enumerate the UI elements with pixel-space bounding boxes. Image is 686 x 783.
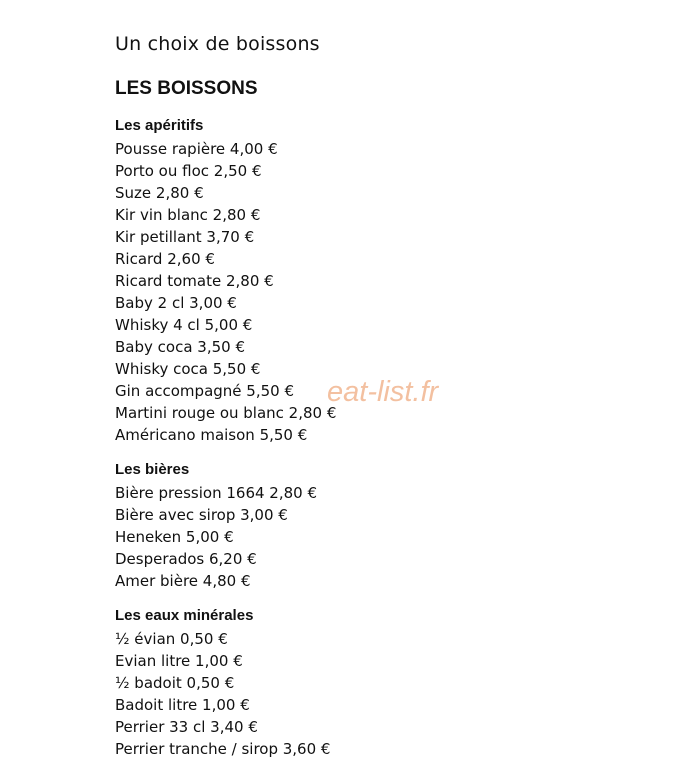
list-item: Whisky coca 5,50 € [115,360,261,378]
list-item: Gin accompagné 5,50 € [115,382,294,400]
section-bieres [115,460,666,592]
list-item: Desperados 6,20 € [115,550,257,568]
list-item: Suze 2,80 € [115,184,204,202]
list-item: Amer bière 4,80 € [115,572,251,590]
section-title: Les apéritifs [115,117,204,134]
list-item: Baby coca 3,50 € [115,338,245,356]
watermark: eat-list.fr [327,376,439,408]
section-eaux-minerales [115,606,666,760]
list-item: Ricard 2,60 € [115,250,215,268]
list-item: Kir petillant 3,70 € [115,228,255,246]
list-item: ½ évian 0,50 € [115,630,228,648]
list-item: Ricard tomate 2,80 € [115,272,274,290]
list-item: Porto ou floc 2,50 € [115,162,262,180]
list-item: Whisky 4 cl 5,00 € [115,316,253,334]
list-item: Perrier tranche / sirop 3,60 € [115,740,331,758]
page-title: Un choix de boissons [115,33,320,55]
list-item: Bière pression 1664 2,80 € [115,484,318,502]
list-item: ½ badoit 0,50 € [115,674,235,692]
list-item: Américano maison 5,50 € [115,426,308,444]
section-aperitifs [115,116,666,446]
section-title: Les bières [115,461,190,478]
menu-heading: LES BOISSONS [115,78,258,99]
menu-page [115,32,666,774]
list-item: Bière avec sirop 3,00 € [115,506,288,524]
list-item: Evian litre 1,00 € [115,652,243,670]
list-item: Heneken 5,00 € [115,528,234,546]
list-item: Kir vin blanc 2,80 € [115,206,261,224]
list-item: Pousse rapière 4,00 € [115,140,278,158]
list-item: Baby 2 cl 3,00 € [115,294,237,312]
list-item: Badoit litre 1,00 € [115,696,250,714]
section-title: Les eaux minérales [115,607,254,624]
list-item: Perrier 33 cl 3,40 € [115,718,258,736]
list-item: Martini rouge ou blanc 2,80 € [115,404,337,422]
